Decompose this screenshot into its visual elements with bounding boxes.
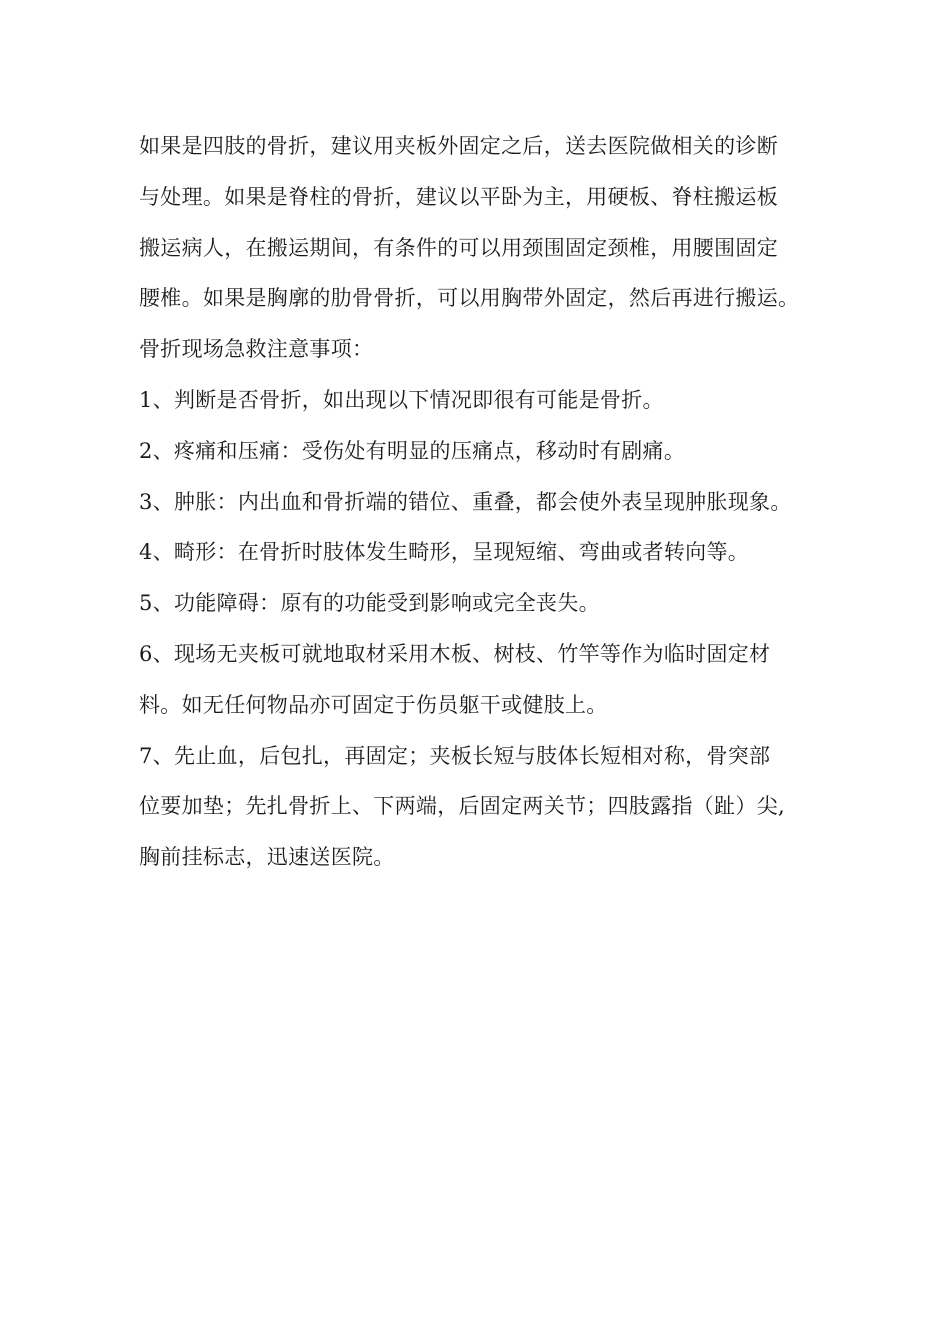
list-item-continuation: 位要加垫；先扎骨折上、下两端，后固定两关节；四肢露指（趾）尖, bbox=[139, 794, 785, 819]
list-item: 3、肿胀：内出血和骨折端的错位、重叠，都会使外表呈现肿胀现象。 bbox=[139, 489, 792, 514]
list-item-continuation: 胸前挂标志，迅速送医院。 bbox=[139, 845, 395, 870]
list-item: 1、判断是否骨折，如出现以下情况即很有可能是骨折。 bbox=[139, 387, 664, 412]
text-line: 腰椎。如果是胸廓的肋骨骨折，可以用胸带外固定，然后再进行搬运。 bbox=[139, 286, 800, 311]
list-item: 4、畸形：在骨折时肢体发生畸形，呈现短缩、弯曲或者转向等。 bbox=[139, 540, 750, 565]
list-item: 6、现场无夹板可就地取材采用木板、树枝、竹竿等作为临时固定材 bbox=[139, 641, 771, 666]
list-item: 7、先止血，后包扎，再固定；夹板长短与肢体长短相对称，骨突部 bbox=[139, 743, 771, 768]
text-line: 搬运病人，在搬运期间，有条件的可以用颈围固定颈椎，用腰围固定 bbox=[139, 235, 778, 260]
list-item-continuation: 料。如无任何物品亦可固定于伤员躯干或健肢上。 bbox=[139, 692, 608, 717]
list-item: 5、功能障碍：原有的功能受到影响或完全丧失。 bbox=[139, 591, 600, 616]
list-item: 2、疼痛和压痛：受伤处有明显的压痛点，移动时有剧痛。 bbox=[139, 438, 686, 463]
text-line: 如果是四肢的骨折，建议用夹板外固定之后，送去医院做相关的诊断 bbox=[139, 134, 778, 158]
text-line: 与处理。如果是脊柱的骨折，建议以平卧为主，用硬板、脊柱搬运板 bbox=[139, 184, 778, 209]
section-heading: 骨折现场急救注意事项： bbox=[139, 337, 374, 362]
body-text bbox=[139, 121, 839, 883]
